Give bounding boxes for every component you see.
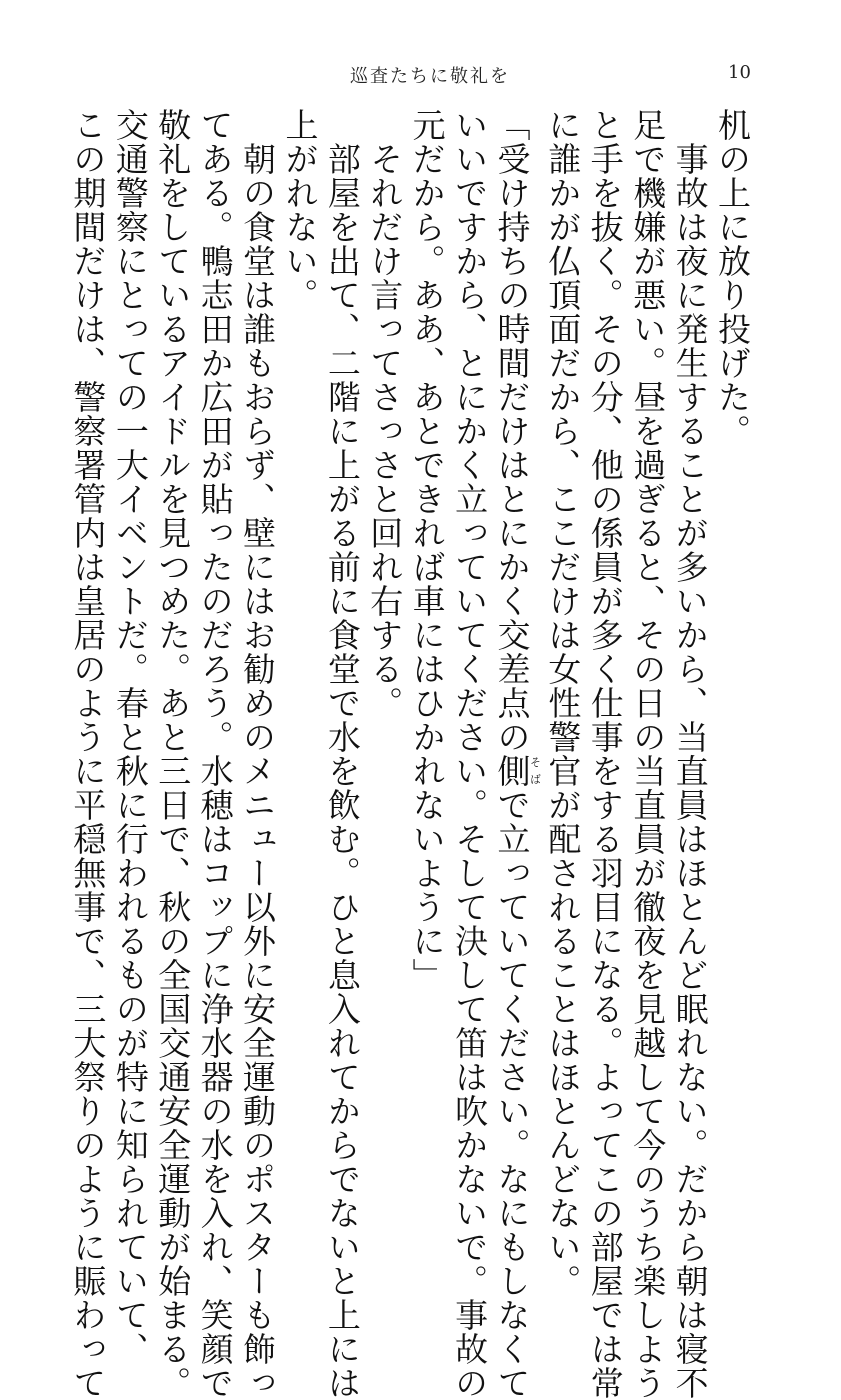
text-line: 元だから。ああ、あとできれば車にはひかれないように」 bbox=[407, 108, 447, 992]
text-line: 上がれない。 bbox=[280, 108, 320, 312]
ruby-reading: そば bbox=[528, 754, 542, 788]
text-line: 机の上に放り投げた。 bbox=[713, 108, 752, 448]
text-line: てある。鴨志田か広田が貼ったのだろう。水穂はコップに浄水器の水を入れ、笑顔で bbox=[195, 108, 235, 1400]
text-line: 足で機嫌が悪い。昼を過ぎると、その日の当直員が徹夜を見越して今のうち楽しよう bbox=[628, 108, 668, 1400]
text-line: 事故は夜に発生することが多いから、当直員はほとんど眠れない。だから朝は寝不 bbox=[670, 108, 710, 1400]
text-line: いいですから、とにかく立っていてください。そして決して笛は吹かないで。事故の bbox=[450, 108, 490, 1400]
text-line: それだけ言ってさっさと回れ右する。 bbox=[365, 108, 405, 720]
text-segment: で立っていてください。なにもしなくて bbox=[492, 788, 532, 1400]
text-line: この期間だけは、警察署管内は皇居のように平穏無事で、三大祭りのように賑わって bbox=[68, 108, 108, 1400]
text-line-with-ruby bbox=[490, 108, 542, 1400]
page-number: 10 bbox=[728, 62, 751, 83]
text-line: 朝の食堂は誰もおらず、壁にはお勧めのメニュー以外に安全運動のポスターも飾っ bbox=[238, 108, 278, 1400]
text-line: と手を抜く。その分、他の係員が多く仕事をする羽目になる。よってこの部屋では常 bbox=[585, 108, 625, 1400]
text-line: 敬礼をしているアイドルを見つめた。あと三日で、秋の全国交通安全運動が始まる。 bbox=[153, 108, 193, 1400]
ruby-annotation bbox=[492, 754, 542, 788]
text-segment: 「受け持ちの時間だけはとにかく交差点の bbox=[492, 108, 532, 754]
running-title: 巡査たちに敬礼を bbox=[350, 66, 510, 87]
ruby-base: 側 bbox=[492, 754, 532, 788]
text-line: 交通警察にとっての一大イベントだ。春と秋に行われるものが特に知られていて、 bbox=[110, 108, 150, 1366]
body-text bbox=[66, 108, 753, 1400]
text-line: に誰かが仏頂面だから、ここだけは女性警官が配されることはほとんどない。 bbox=[543, 108, 583, 1298]
text-line: 部屋を出て、二階に上がる前に食堂で水を飲む。ひと息入れてからでないと上には bbox=[322, 108, 362, 1400]
